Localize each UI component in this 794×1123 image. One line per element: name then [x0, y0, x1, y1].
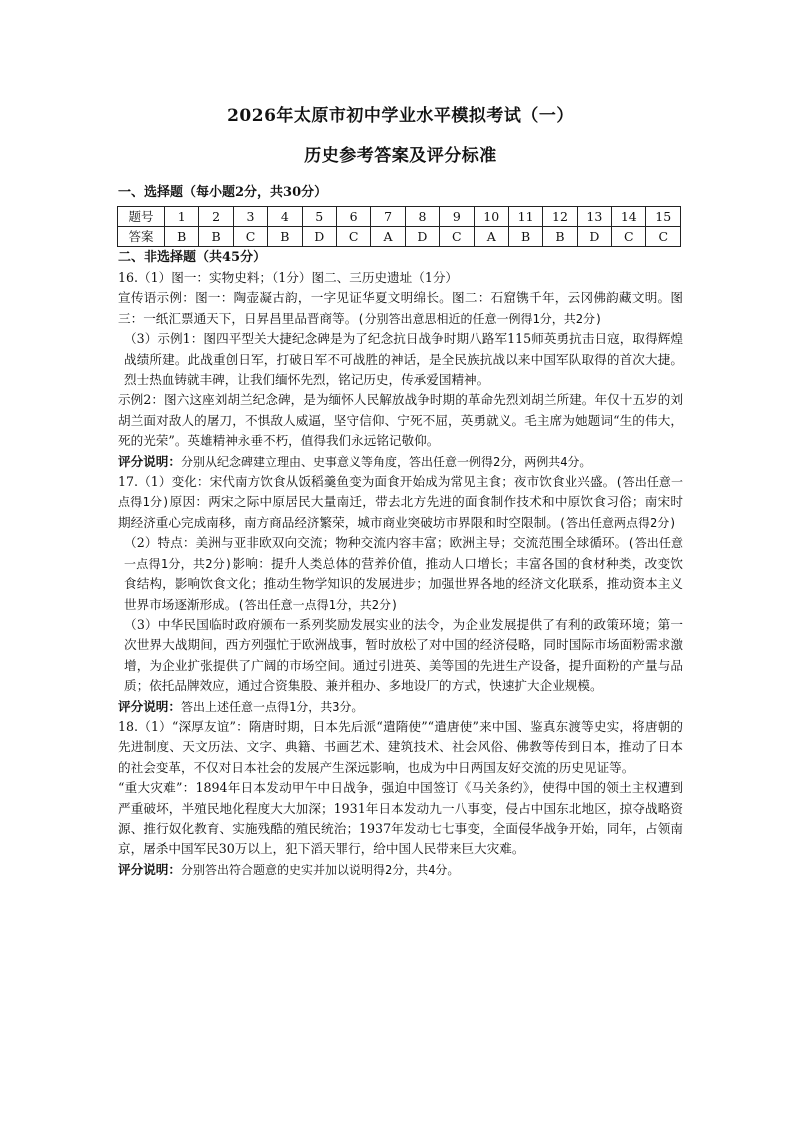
question-number-cell: 7	[371, 207, 405, 227]
scoring-note-text: 分别答出符合题意的史实并加以说明得2分，共4分。	[180, 862, 460, 877]
question-number-cell: 12	[543, 207, 577, 227]
answer-cell: A	[371, 227, 405, 247]
q17-feature: （2）特点：美洲与亚非欧双向交流；物种交流内容丰富；欧洲主导；交流范围全球循环。	[124, 535, 628, 551]
document-page	[118, 100, 683, 880]
q18-part1: 18.（1）“深厚友谊”：隋唐时期，日本先后派“遣隋使”“遣唐使”来中国、鉴真东渡等史实，将唐朝的先进制度、天文历法、文字、典籍、书画艺术、建筑技术、社会风俗、佛教等传到日本，推动了日本的社会变革，不仅对日本社会的发展产生深远影响，也成为中日两国友好交流的历史见证等。	[118, 718, 683, 775]
answer-cell: C	[646, 227, 681, 247]
question-number-cell: 15	[646, 207, 681, 227]
answer-key-title: 历史参考答案及评分标准	[304, 146, 497, 166]
q16-slogan-score: (分别答出意思相近的任意一例得1分，共2分)	[357, 311, 603, 326]
answer-cell: C	[612, 227, 646, 247]
exam-title: 2026年太原市初中学业水平模拟考试（一）	[227, 106, 574, 126]
q17-scoring-note	[118, 697, 683, 717]
q17-impact: 影响：提升人类总体的营养价值，推动人口增长；丰富各国的食材种类，改变饮食结构，影响饮食文化；推动生物学知识的发展进步；加强世界各地的经济文化联系，推动资本主义世界市场逐渐形成。	[124, 555, 683, 612]
q18-part2: “重大灾难”：1894年日本发动甲午中日战争，强迫中国签订《马关条约》，使得中国的领土主权遭到严重破坏，半殖民地化程度大大加深；1931年日本发动九一八事变，侵占中国东北地区，掠夺战略资源、推行奴化教育、实施残酷的殖民统治；1937年发动七七事变，全面侵华战争开始，同年，占领南京，屠杀中国军民30万以上，犯下滔天罪行，给中国人民带来巨大灾难。	[118, 780, 683, 857]
answer-cell: B	[199, 227, 233, 247]
q18-scoring-note	[118, 860, 683, 880]
table-header-cell: 题号	[118, 207, 165, 227]
question-number-cell: 2	[199, 207, 233, 227]
question-number-cell: 6	[336, 207, 370, 227]
section-choice-heading: 一、选择题（每小题2分，共30分）	[118, 185, 328, 200]
q17-part1	[118, 472, 683, 533]
answer-cell: C	[336, 227, 370, 247]
answer-cell: D	[302, 227, 336, 247]
answer-cell: B	[543, 227, 577, 247]
scoring-note-text: 答出上述任意一点得1分，共3分。	[180, 699, 364, 714]
table-header-cell: 答案	[118, 227, 165, 247]
question-number-cell: 1	[165, 207, 199, 227]
answer-cell: D	[405, 227, 439, 247]
question-number-cell: 10	[474, 207, 508, 227]
answer-cell: B	[508, 227, 542, 247]
answer-cell: C	[233, 227, 267, 247]
question-number-cell: 8	[405, 207, 439, 227]
answer-cell: D	[577, 227, 611, 247]
q17-change-score: (答出任意一点得1分)	[118, 475, 683, 510]
scoring-note-label: 评分说明：	[118, 453, 181, 469]
question-number-cell: 3	[233, 207, 267, 227]
table-row-answers	[118, 227, 681, 247]
q16-part1: 16.（1）图一：实物史料；（1分）图二、三历史遗址（1分）	[118, 270, 459, 285]
answer-cell: B	[165, 227, 199, 247]
answer-cell: C	[440, 227, 474, 247]
answer-cell: B	[268, 227, 302, 247]
question-number-cell: 13	[577, 207, 611, 227]
q17-impact-score: (答出任意一点得1分，共2分)	[237, 597, 399, 612]
question-number-cell: 9	[440, 207, 474, 227]
q16-slogan-text: 宣传语示例：图一：陶壶凝古韵，一字见证华夏文明绵长。图二：石窟镌千年，云冈佛韵藏文明。图三：一纸汇票通天下，日昇昌里品晋商等。	[118, 290, 683, 326]
question-number-cell: 5	[302, 207, 336, 227]
section-open-heading: 二、非选择题（共45分）	[118, 250, 267, 265]
q17-part2	[118, 533, 683, 615]
question-number-cell: 11	[508, 207, 542, 227]
scoring-note-label: 评分说明：	[118, 861, 181, 877]
q17-reason-score: (答出任意两点得2分)	[558, 515, 677, 530]
q17-part3: （3）中华民国临时政府颁布一系列奖励发展实业的法令，为企业发展提供了有利的政策环境；第一次世界大战期间，西方列强忙于欧洲战事，暂时放松了对中国的经济侵略，同时国际市场面粉需求激增，为企业扩张提供了广阔的市场空间。通过引进英、美等国的先进生产设备，提升面粉的产量与品质；依托品牌效应，通过合资集股、兼并租办、多地设厂的方式，快速扩大企业规模。	[124, 616, 683, 694]
scoring-note-text: 分别从纪念碑建立理由、史事意义等角度，答出任意一例得2分，两例共4分。	[180, 454, 592, 469]
q16-example2: 示例2：图六这座刘胡兰纪念碑，是为缅怀人民解放战争时期的革命先烈刘胡兰所建。年仅十五岁的刘胡兰面对敌人的屠刀，不惧敌人威逼，坚守信仰、宁死不屈，英勇就义。毛主席为她题词“生的伟大，死的光荣”。英雄精神永垂不朽，值得我们永远铭记敬仰。	[118, 392, 683, 449]
scoring-note-label: 评分说明：	[118, 698, 181, 714]
table-row-numbers	[118, 207, 681, 227]
q16-part2	[118, 288, 683, 329]
q17-feature-score: (答出任意一点得1分，共2分)	[124, 536, 684, 571]
answer-table	[117, 206, 681, 247]
question-number-cell: 14	[612, 207, 646, 227]
answer-cell: A	[474, 227, 508, 247]
q16-part3: （3）示例1：图四平型关大捷纪念碑是为了纪念抗日战争时期八路军115师英勇抗击日寇，取得辉煌战绩所建。此战重创日军，打破日军不可战胜的神话，是全民族抗战以来中国军队取得的首次大捷。烈士热血铸就丰碑，让我们缅怀先烈，铭记历史，传承爱国精神。	[124, 331, 683, 388]
q16-scoring-note	[118, 452, 683, 472]
q17-reason: 原因：两宋之际中原居民大量南迁，带去北方先进的面食制作技术和中原饮食习俗；南宋时期经济重心完成南移，南方商品经济繁荣，城市商业突破坊市界限和时空限制。	[118, 494, 684, 530]
q17-change: 17.（1）变化：宋代南方饮食从饭稻羹鱼变为面食开始成为常见主食；夜市饮食业兴盛。	[118, 474, 616, 490]
question-number-cell: 4	[268, 207, 302, 227]
